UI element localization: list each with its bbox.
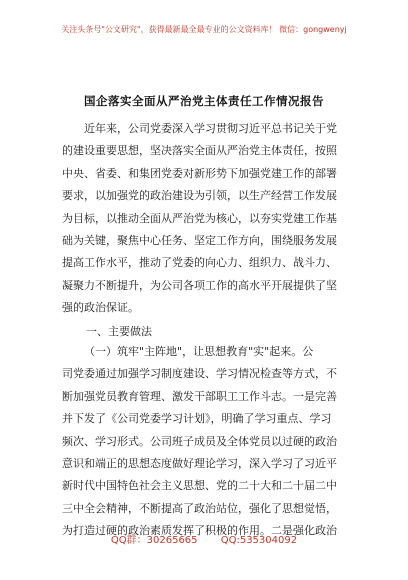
paragraph-section-1 xyxy=(62,341,350,543)
text-line: 要求，以加强党的政治建设为引领，以生产经营工作发展 xyxy=(62,189,337,203)
top-banner: 关注头条号"公文研究"，获得最新最全最专业的公文资料库！ 微信：gongwenyj xyxy=(61,25,347,34)
text-line: 强的政治保证。 xyxy=(62,301,139,315)
paragraph-intro xyxy=(62,118,350,320)
text-line: 提高工作水平，推动了党委的向心力、组织力、战斗力、 xyxy=(62,256,337,270)
text-line: 近年来，公司党委深入学习贯彻习近平总书记关于党 xyxy=(84,122,337,135)
text-line: 频次、学习形式。公司班子成员及全体党员以过硬的政治 xyxy=(62,434,337,448)
footer-qq: QQ:535304092 xyxy=(220,535,298,546)
text-line: 础为关键，聚焦中心任务、坚定工作方向，围绕服务发展 xyxy=(62,233,337,247)
footer-qq-group: QQ群：30265665 xyxy=(110,535,198,546)
text-line: 中央、省委、和集团党委对新形势下加强党建工作的部署 xyxy=(62,166,337,180)
section-heading: 一、主要做法 xyxy=(86,325,152,338)
text-line: 凝聚力不断提升，为公司各项工作的高水平开展提供了坚 xyxy=(62,278,337,292)
text-line: 意识和端正的思想态度做好理论学习，深入学习了习近平 xyxy=(62,456,337,470)
text-line: 为目标，以推动全面从严治党为核心，以夯实党建工作基 xyxy=(62,211,337,225)
document-title: 国企落实全面从严治党主体责任工作情况报告 xyxy=(84,94,324,108)
text-line: 新时代中国特色社会主义思想、党的二十大和二十届二中 xyxy=(62,479,337,493)
text-line: 的建设重要思想，坚决落实全面从严治党主体责任，按照 xyxy=(62,144,337,158)
text-line: 断加强党员教育管理、激发干部职工工作斗志。一是完善 xyxy=(62,389,337,403)
text-line: 司党委通过加强学习制度建设、学习情况检查等方式，不 xyxy=(62,367,337,381)
text-line: 为打造过硬的政治素质发挥了积极的作用。二是强化政治 xyxy=(62,524,337,538)
footer-contact xyxy=(0,531,408,546)
text-line: （一）筑牢"主阵地"，让思想教育"实"起来。公 xyxy=(84,345,314,358)
text-line: 三中全会精神，不断提高了政治站位，强化了思想觉悟， xyxy=(62,501,337,515)
text-line: 并下发了《公司党委学习计划》，明确了学习重点、学习 xyxy=(62,412,332,426)
